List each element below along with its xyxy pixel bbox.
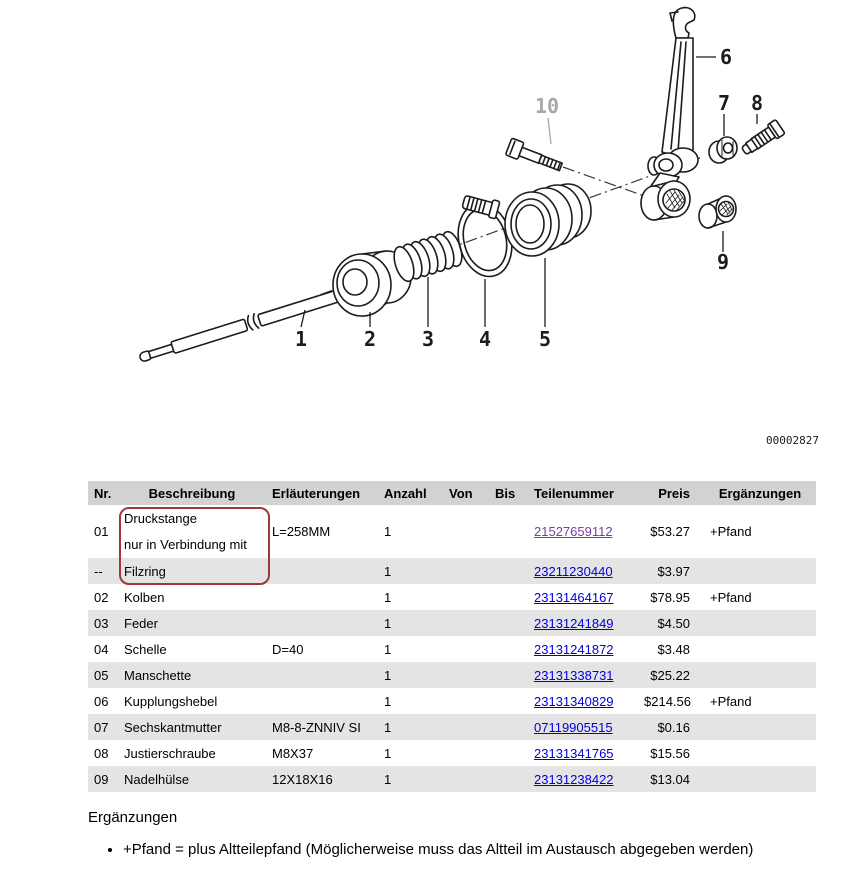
part-number-link[interactable]: 23131338731 — [534, 667, 614, 683]
table-row — [88, 766, 816, 792]
cell-beschreibung: Nadelhülse — [118, 766, 266, 792]
cell-beschreibung: Kupplungshebel — [124, 693, 218, 709]
cell-beschreibung: Kolben — [124, 589, 165, 605]
legend-item-pfand: • +Pfand = plus Altteilepfand (Möglicherweise muss das Altteil im Austausch abgegeben werden) — [123, 840, 857, 860]
table-row — [88, 714, 816, 740]
cell-anzahl: 1 — [384, 745, 392, 761]
cell-erlaeuterungen: D=40 — [272, 641, 304, 657]
col-header-teilenummer: Teilenummer — [528, 481, 638, 506]
cell-nr: 05 — [88, 662, 118, 688]
cell-nr: 01 — [94, 524, 109, 539]
col-header-ergaenzungen: Ergänzungen — [704, 481, 816, 506]
col-header-anzahl: Anzahl — [378, 481, 443, 506]
legend-list — [88, 840, 857, 860]
part-1-pushrod-drawing — [138, 285, 351, 365]
part-number-link[interactable]: 23131241872 — [534, 641, 614, 657]
callout-10: 10 — [535, 94, 560, 118]
callout-9: 9 — [717, 250, 730, 274]
legend-section — [88, 809, 857, 860]
part-number-link[interactable]: 23131238422 — [534, 771, 614, 787]
cell-beschreibung-note: nur in Verbindung mit — [124, 537, 247, 552]
cell-anzahl: 1 — [378, 558, 443, 584]
part-number-link[interactable]: 23131464167 — [534, 589, 614, 605]
cell-preis: $13.04 — [638, 766, 704, 792]
callout-10-leader-line — [548, 118, 551, 144]
cell-beschreibung: Justierschraube — [124, 745, 216, 761]
part-5-sleeve-drawing — [505, 184, 591, 256]
cell-erlaeuterungen: L=258MM — [272, 524, 331, 539]
col-header-beschreibung: Beschreibung — [118, 481, 266, 506]
part-number-link[interactable]: 23131241849 — [534, 615, 614, 631]
cell-anzahl: 1 — [378, 662, 443, 688]
callout-3: 3 — [422, 327, 435, 351]
cell-preis: $15.56 — [650, 745, 690, 761]
cell-preis: $78.95 — [650, 589, 690, 605]
table-row — [88, 558, 816, 584]
table-header-row — [88, 481, 816, 506]
part-6-clutch-lever-drawing — [641, 8, 698, 220]
cell-nr: 04 — [94, 641, 109, 657]
cell-nr: 08 — [94, 745, 109, 761]
table-row — [88, 506, 816, 559]
cell-nr: 03 — [88, 610, 118, 636]
cell-beschreibung: Druckstange — [124, 511, 197, 526]
table-row — [88, 740, 816, 766]
cell-beschreibung: Filzring — [118, 558, 266, 584]
table-row — [88, 636, 816, 662]
cell-anzahl: 1 — [384, 589, 392, 605]
table-row — [88, 610, 816, 636]
cell-anzahl: 1 — [378, 714, 443, 740]
cell-preis: $25.22 — [638, 662, 704, 688]
part-8-adjusting-screw-drawing — [739, 119, 785, 158]
cell-preis: $53.27 — [650, 524, 690, 539]
cell-anzahl: 1 — [384, 641, 392, 657]
part-number-link[interactable]: 23131340829 — [534, 693, 614, 709]
col-header-von: Von — [443, 481, 489, 506]
cell-preis: $3.48 — [657, 641, 690, 657]
cell-nr: 02 — [94, 589, 109, 605]
cell-nr: 09 — [88, 766, 118, 792]
cell-nr: 07 — [88, 714, 118, 740]
part-7-hex-nut-drawing — [709, 137, 737, 163]
callout-6: 6 — [720, 45, 733, 69]
cell-preis: $0.16 — [638, 714, 704, 740]
cell-ergaenzungen: +Pfand — [710, 524, 752, 539]
part-number-link[interactable]: 23131341765 — [534, 745, 614, 761]
cell-beschreibung: Manschette — [118, 662, 266, 688]
cell-ergaenzungen: +Pfand — [710, 589, 752, 605]
table-row — [88, 584, 816, 610]
col-header-nr: Nr. — [88, 481, 118, 506]
col-header-preis: Preis — [638, 481, 704, 506]
cell-anzahl: 1 — [384, 693, 392, 709]
cell-erlaeuterungen: M8X37 — [272, 745, 314, 761]
cell-beschreibung: Schelle — [124, 641, 167, 657]
cell-preis: $4.50 — [638, 610, 704, 636]
callout-1: 1 — [295, 327, 308, 351]
cell-erlaeuterungen: 12X18X16 — [266, 766, 378, 792]
col-header-erlaeuterungen: Erläuterungen — [266, 481, 378, 506]
drawing-number: 00002827 — [766, 434, 819, 447]
callout-8: 8 — [751, 91, 764, 115]
cell-beschreibung: Feder — [118, 610, 266, 636]
cell-preis: $214.56 — [644, 693, 691, 709]
cell-preis: $3.97 — [638, 558, 704, 584]
table-row — [88, 662, 816, 688]
callout-7: 7 — [718, 91, 731, 115]
part-3-spring-drawing — [390, 229, 465, 283]
cell-anzahl: 1 — [378, 610, 443, 636]
table-row — [88, 688, 816, 714]
part-number-link[interactable]: 23211230440 — [534, 563, 613, 579]
cell-ergaenzungen: +Pfand — [710, 693, 752, 709]
legend-heading: Ergänzungen — [88, 809, 178, 826]
part-number-link[interactable]: 21527659112 — [534, 524, 613, 539]
cell-beschreibung: Sechskantmutter — [118, 714, 266, 740]
parts-table-wrap — [88, 481, 816, 792]
callout-5: 5 — [539, 327, 552, 351]
cell-erlaeuterungen: M8-8-ZNNIV SI — [266, 714, 378, 740]
cell-nr: 06 — [94, 693, 109, 709]
parts-table — [88, 481, 816, 792]
part-number-link[interactable]: 07119905515 — [534, 719, 613, 735]
callout-4: 4 — [479, 327, 492, 351]
part-9-needle-bushing-drawing — [699, 196, 736, 228]
cell-anzahl: 1 — [378, 766, 443, 792]
callout-2: 2 — [364, 327, 377, 351]
part-10-bolt-drawing — [505, 138, 564, 175]
cell-nr: -- — [88, 558, 118, 584]
cell-anzahl: 1 — [384, 524, 392, 539]
col-header-bis: Bis — [489, 481, 528, 506]
